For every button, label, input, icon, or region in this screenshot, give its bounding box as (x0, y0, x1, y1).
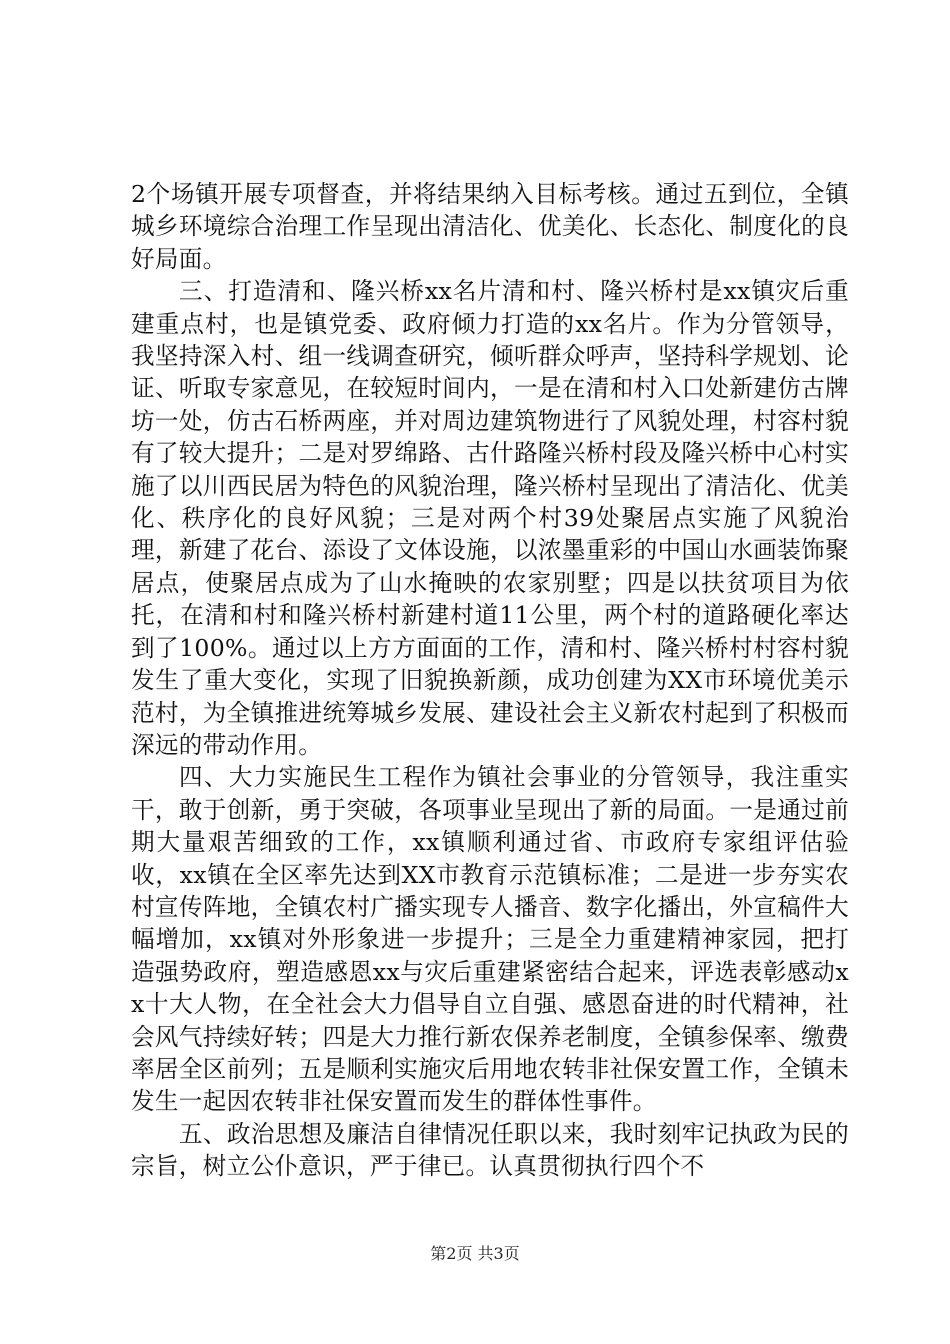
paragraph-section-four: 四、大力实施民生工程作为镇社会事业的分管领导，我注重实干，敢于创新，勇于突破，各项事业呈现出了新的局面。一是通过前期大量艰苦细致的工作，xx镇顺利通过省、市政府专家组评估验收，xx镇在全区率先达到XX市教育示范镇标准；二是进一步夯实农村宣传阵地，全镇农村广播实现专人播音、数字化播出，外宣稿件大幅增加，xx镇对外形象进一步提升；三是全力重建精神家园，把打造强势政府，塑造感恩xx与灾后重建紧密结合起来，评选表彰感动xx十大人物，在全社会大力倡导自立自强、感恩奋进的时代精神，社会风气持续好转；四是大力推行新农保养老制度，全镇参保率、缴费率居全区前列；五是顺利实施灾后用地农转非社保安置工作，全镇未发生一起因农转非社保安置而发生的群体性事件。 (131, 763, 849, 1116)
page-number-footer: 第2页 共3页 (430, 1244, 520, 1263)
paragraph-section-five: 五、政治思想及廉洁自律情况任职以来，我时刻牢记执政为民的宗旨，树立公仆意识，严于律已。认真贯彻执行四个不 (131, 1119, 849, 1181)
paragraph-section-three: 三、打造清和、隆兴桥xx名片清和村、隆兴桥村是xx镇灾后重建重点村，也是镇党委、政府倾力打造的xx名片。作为分管领导，我坚持深入村、组一线调查研究，倾听群众呼声，坚持科学规划、论证、听取专家意见，在较短时间内，一是在清和村入口处新建仿古牌坊一处，仿古石桥两座，并对周边建筑物进行了风貌处理，村容村貌有了较大提升；二是对罗绵路、古什路隆兴桥村段及隆兴桥中心村实施了以川西民居为特色的风貌治理，隆兴桥村呈现出了清洁化、优美化、秩序化的良好风貌；三是对两个村39处聚居点实施了风貌治理，新建了花台、添设了文体设施，以浓墨重彩的中国山水画装饰聚居点，使聚居点成为了山水掩映的农家别墅；四是以扶贫项目为依托，在清和村和隆兴桥村新建村道11公里，两个村的道路硬化率达到了100%。通过以上方方面面的工作，清和村、隆兴桥村村容村貌发生了重大变化，实现了旧貌换新颜，成功创建为XX市环境优美示范村，为全镇推进统筹城乡发展、建设社会主义新农村起到了积极而深远的带动作用。 (131, 277, 849, 759)
document-body (131, 178, 849, 1183)
paragraph-environment-summary: 2个场镇开展专项督查，并将结果纳入目标考核。通过五到位，全镇城乡环境综合治理工作呈现出清洁化、优美化、长态化、制度化的良好局面。 (131, 180, 849, 273)
